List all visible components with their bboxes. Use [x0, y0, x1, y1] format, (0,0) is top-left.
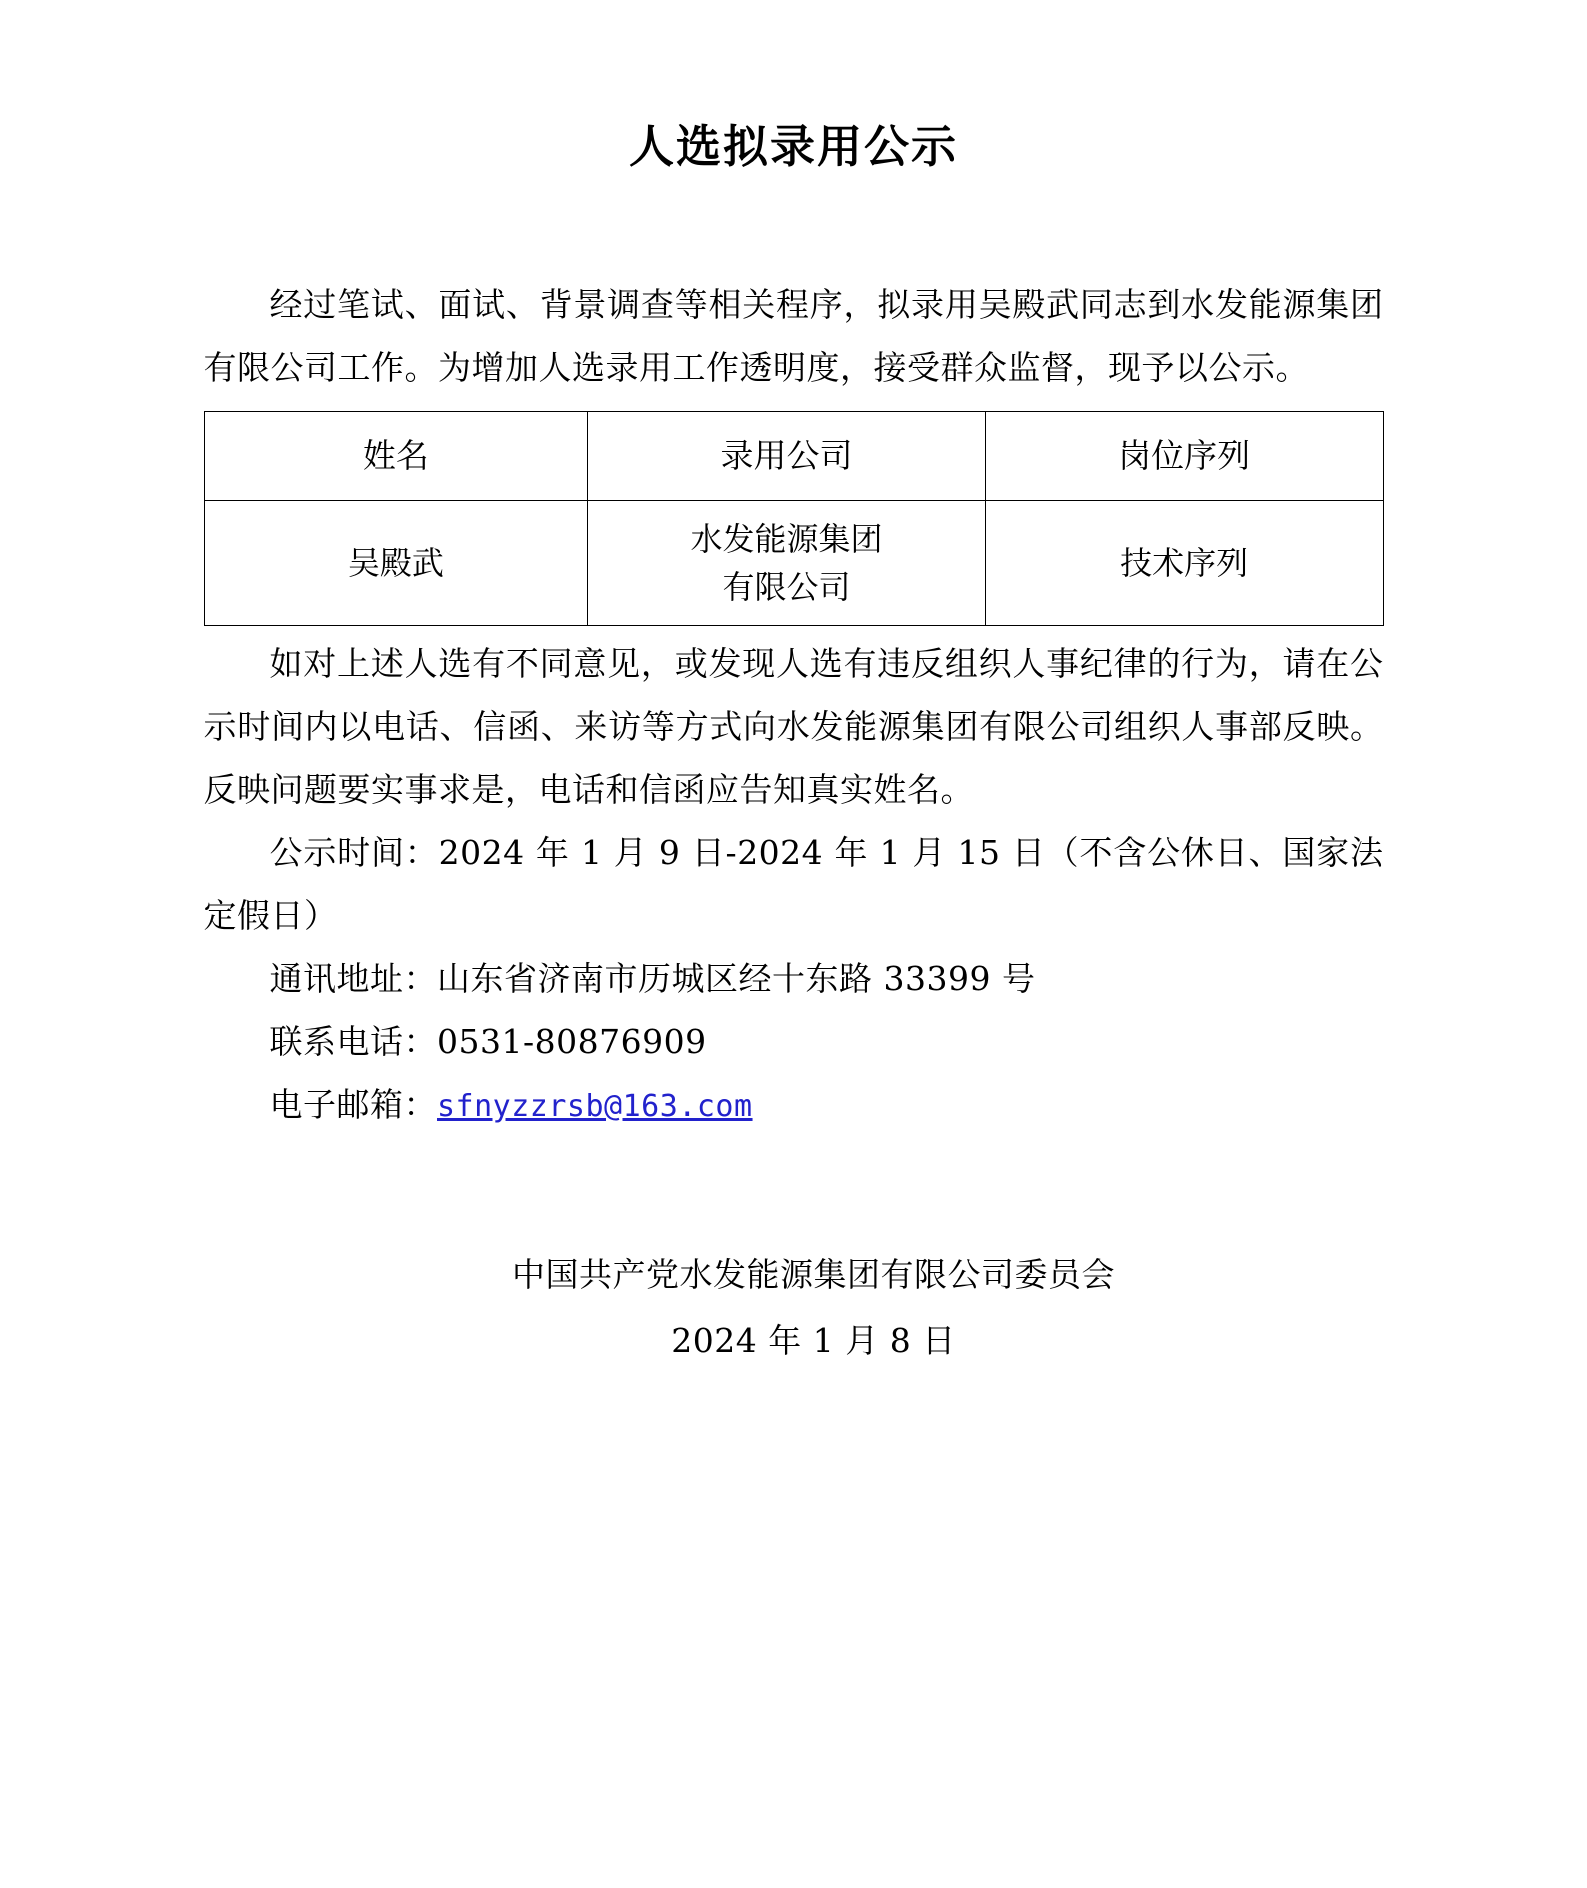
contact-address: 通讯地址：山东省济南市历城区经十东路 33399 号	[269, 959, 1036, 998]
contact-email-label: 电子邮箱：	[269, 1085, 437, 1124]
contact-telephone: 联系电话：0531-80876909	[269, 1022, 707, 1061]
cell-company-line2: 有限公司	[722, 568, 851, 606]
cell-position: 技术序列	[985, 501, 1383, 626]
table-header-name: 姓名	[204, 412, 588, 501]
table-row	[204, 501, 1383, 626]
intro-paragraph: 经过笔试、面试、背景调查等相关程序，拟录用吴殿武同志到水发能源集团有限公司工作。为增加人选录用工作透明度，接受群众监督，现予以公示。	[203, 285, 1384, 387]
table-header-row	[204, 412, 1383, 501]
document-body	[204, 175, 1384, 1374]
table-header-company: 录用公司	[588, 412, 986, 501]
signature-organization: 中国共产党水发能源集团有限公司委员会	[512, 1255, 1115, 1294]
email-link[interactable]: sfnyzzrsb@163.com	[437, 1089, 753, 1124]
table-header-position: 岗位序列	[985, 412, 1383, 501]
contact-email-line	[204, 1073, 1384, 1138]
page-title: 人选拟录用公示	[628, 120, 958, 173]
signature-date: 2024 年 1 月 8 日	[671, 1321, 956, 1360]
cell-name: 吴殿武	[204, 501, 588, 626]
cell-company-line1: 水发能源集团	[690, 520, 883, 558]
feedback-paragraph: 如对上述人选有不同意见，或发现人选有违反组织人事纪律的行为，请在公示时间内以电话、信函、来访等方式向水发能源集团有限公司组织人事部反映。反映问题要实事求是，电话和信函应告知真实姓名。	[203, 644, 1384, 809]
cell-company	[588, 501, 986, 626]
candidate-table-block	[204, 411, 1384, 626]
candidate-table	[204, 411, 1384, 626]
publicity-period: 公示时间：2024 年 1 月 9 日-2024 年 1 月 15 日（不含公休日、国家法定假日）	[203, 833, 1384, 935]
signature-block	[204, 1242, 1384, 1374]
